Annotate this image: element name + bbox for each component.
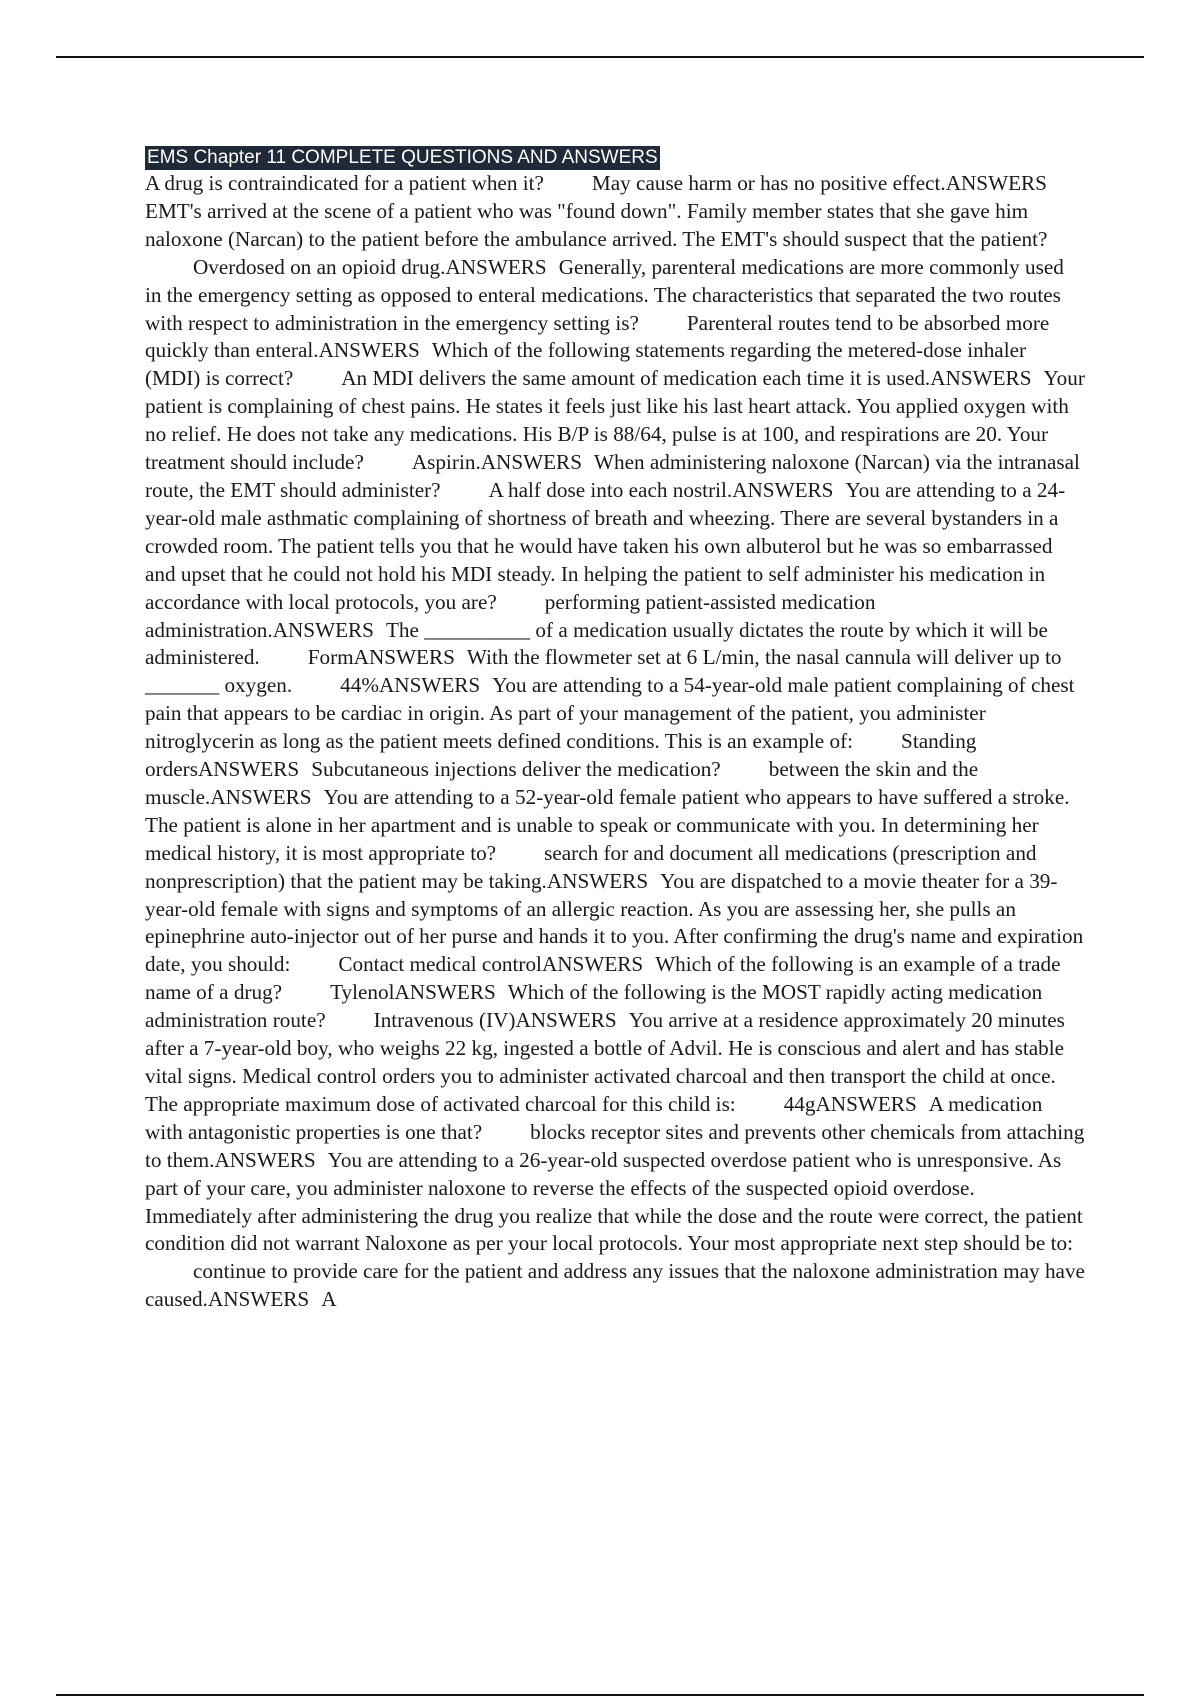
answer-text: Overdosed on an opioid drug.	[193, 254, 446, 279]
answer-marker: ANSWERS	[945, 171, 1047, 195]
answer-marker: ANSWERS	[546, 868, 649, 893]
answer-text: Standing orders	[145, 729, 977, 782]
question-text: EMT's arrived at the scene of a patient who was "found down". Family member states that she gave him naloxone (Narcan) to the patient before the ambulance arrived. The EMT's should suspect that the patient?	[145, 198, 1048, 251]
answer-marker: ANSWERS	[207, 1287, 310, 1312]
document-page	[145, 146, 1085, 1314]
header-rule	[56, 56, 1144, 58]
answer-text: performing patient-assisted medication administration.	[145, 589, 876, 642]
answer-marker: ANSWERS	[930, 366, 1032, 391]
answer-marker: ANSWERS	[541, 952, 644, 977]
answer-marker: ANSWERS	[197, 757, 300, 782]
answer-marker: ANSWERS	[353, 645, 455, 670]
answer-marker: ANSWERS	[394, 980, 496, 1005]
answer-marker: ANSWERS	[445, 254, 547, 279]
answer-text: Contact medical control	[338, 952, 542, 977]
answer-text: blocks receptor sites and prevents other chemicals from attaching to them.	[145, 1119, 1085, 1172]
document-title: EMS Chapter 11 COMPLETE QUESTIONS AND ANSWERS	[147, 147, 658, 168]
answer-marker: ANSWERS	[378, 673, 481, 698]
question-text: Which of the following statements regarding the metered-dose inhaler (MDI) is correct?	[145, 338, 1027, 391]
question-text: Your patient is complaining of chest pains. He states it feels just like his last heart attack. You applied oxygen with no relief. He does not take any medications. His B/P is 88/64, pulse is at 100, and respirations are 20. Your treatment should include?	[145, 366, 1085, 475]
answer-marker: ANSWERS	[210, 784, 312, 809]
answer-marker: ANSWERS	[815, 1091, 917, 1116]
question-text: When administering naloxone (Narcan) via the intranasal route, the EMT should administer?	[145, 450, 1080, 502]
answer-marker: ANSWERS	[515, 1008, 617, 1033]
question-text: With the flowmeter set at 6 L/min, the nasal cannula will deliver up to _______ oxygen.	[145, 645, 1062, 698]
answer-text: An MDI delivers the same amount of medication each time it is used.	[341, 366, 931, 391]
answer-text: Parenteral routes tend to be absorbed more quickly than enteral.	[145, 310, 1050, 363]
question-text: Generally, parenteral medications are more commonly used in the emergency setting as opposed to enteral medications. The characteristics that separated the two routes with respect to administration in the emergency setting is?	[145, 254, 1064, 335]
question-text: You are attending to a 54-year-old male patient complaining of chest pain that appears to be cardiac in origin. As part of your management of the patient, you administer nitroglycerin as long as the patient meets defined conditions. This is an example of:	[145, 673, 1075, 754]
answer-text: A half dose into each nostril.	[488, 477, 733, 502]
answer-text: Tylenol	[330, 980, 395, 1005]
document-body	[145, 170, 1085, 1314]
answer-text: Form	[307, 645, 354, 670]
question-text: You are dispatched to a movie theater for a 39-year-old female with signs and symptoms of an allergic reaction. As you are assessing her, she pulls an epinephrine auto-injector out of her purse and hands it to you. After confirming the drug's name and expiration date, you should:	[145, 868, 1084, 977]
answer-text: 44%	[340, 673, 379, 698]
question-text: You are attending to a 52-year-old female patient who appears to have suffered a stroke. The patient is alone in her apartment and is unable to speak or communicate with you. In determining her medical history, it is most appropriate to?	[145, 784, 1070, 865]
answer-text: continue to provide care for the patient and address any issues that the naloxone administration may have caused.	[145, 1259, 1085, 1312]
answer-text: search for and document all medications (prescription and nonprescription) that the patient may be taking.	[145, 840, 1037, 893]
question-text: The __________ of a medication usually dictates the route by which it will be administered.	[145, 617, 1048, 670]
question-text: A drug is contraindicated for a patient when it?	[145, 171, 544, 195]
answer-marker: ANSWERS	[214, 1147, 316, 1172]
answer-text: May cause harm or has no positive effect.	[591, 171, 946, 195]
answer-marker: ANSWERS	[272, 617, 374, 642]
answer-text: Intravenous (IV)	[373, 1008, 516, 1033]
answer-text: 44g	[783, 1091, 816, 1116]
trailing-text: A	[321, 1287, 337, 1312]
answer-marker: ANSWERS	[480, 450, 582, 475]
question-text: A medication with antagonistic properties is one that?	[145, 1091, 1043, 1144]
question-text: You arrive at a residence approximately 20 minutes after a 7-year-old boy, who weighs 22 kg, ingested a bottle of Advil. He is conscious and alert and has stable vital signs. Medical control orders you to administer activated charcoal and then transport the child at once. The appropriate maximum dose of activated charcoal for this child is:	[145, 1008, 1065, 1116]
question-text: Which of the following is an example of a trade name of a drug?	[145, 952, 1061, 1005]
answer-text: Aspirin.	[411, 450, 481, 475]
answer-text: between the skin and the muscle.	[145, 757, 979, 809]
question-text: You are attending to a 24-year-old male asthmatic complaining of shortness of breath and wheezing. There are several bystanders in a crowded room. The patient tells you that he would have taken his own albuterol but he was so embarrassed and upset that he could not hold his MDI steady. In helping the patient to self administer his medication in accordance with local protocols, you are?	[145, 477, 1066, 614]
question-text: Subcutaneous injections deliver the medication?	[311, 757, 721, 782]
answer-marker: ANSWERS	[732, 477, 834, 502]
question-text: Which of the following is the MOST rapidly acting medication administration route?	[145, 980, 1043, 1033]
question-text: You are attending to a 26-year-old suspected overdose patient who is unresponsive. As part of your care, you administer naloxone to reverse the effects of the suspected opioid overdose. Immediately after administering the drug you realize that while the dose and the route were correct, the patient condition did not warrant Naloxone as per your local protocols. Your most appropriate next step should be to:	[145, 1147, 1083, 1256]
footer-rule	[56, 1694, 1144, 1696]
answer-marker: ANSWERS	[318, 338, 420, 363]
